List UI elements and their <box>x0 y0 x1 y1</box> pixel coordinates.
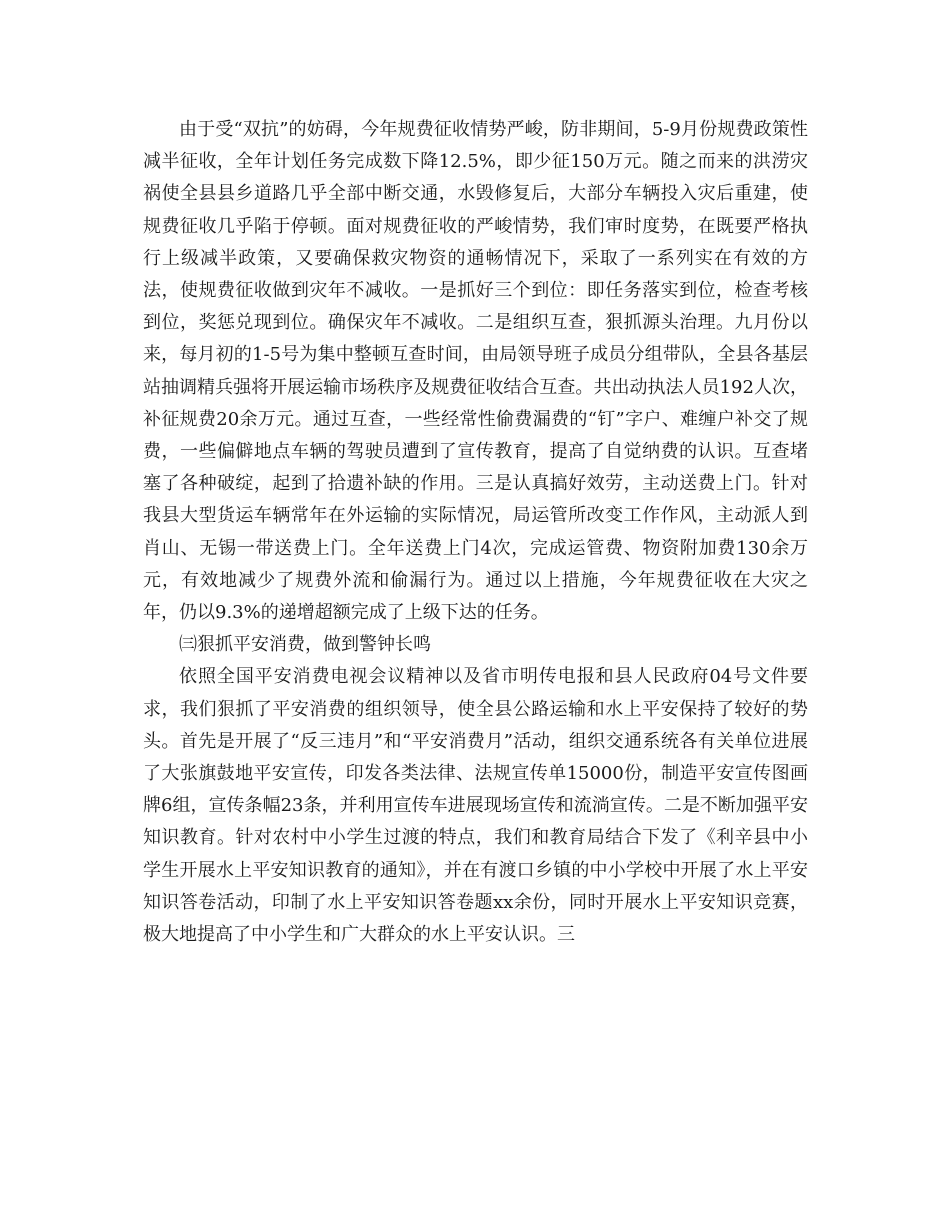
section-heading-safety: ㈢狠抓平安消费，做到警钟长鸣 <box>179 634 431 656</box>
body-paragraph-fee-collection: 由于受“双抗”的妨碍，今年规费征收情势严峻，防非期间，5-9月份规费政策性减半征收，全年计划任务完成数下降12.5%，即少征150万元。随之而来的洪涝灾祸使全县县乡道路几乎全部中断交通，水毁修复后，大部分车辆投入灾后重建，使规费征收几乎陷于停顿。面对规费征收的严峻情势，我们审时度势，在既要严格执行上级减半政策，又要确保救灾物资的通畅情况下，采取了一系列实在有效的方法，使规费征收做到灾年不减收。一是抓好三个到位：即任务落实到位，检查考核到位，奖惩兑现到位。确保灾年不减收。二是组织互查，狠抓源头治理。九月份以来，每月初的1-5号为集中整顿互查时间，由局领导班子成员分组带队，全县各基层站抽调精兵强将开展运输市场秩序及规费征收结合互查。共出动执法人员192人次，补征规费20余万元。通过互查，一些经常性偷费漏费的“钉”字户、难缠户补交了规费，一些偏僻地点车辆的驾驶员遭到了宣传教育，提高了自觉纳费的认识。互查堵塞了各种破绽，起到了拾遗补缺的作用。三是认真搞好效劳，主动送费上门。针对我县大型货运车辆常年在外运输的实际情况，局运管所改变工作作风，主动派人到肖山、无锡一带送费上门。全年送费上门4次，完成运管费、物资附加费130余万元，有效地减少了规费外流和偷漏行为。通过以上措施，今年规费征收在大灾之年，仍以9.3%的递增超额完成了上级下达的任务。 <box>143 119 808 624</box>
document-body <box>143 114 808 951</box>
body-paragraph-safety: 依照全国平安消费电视会议精神以及省市明传电报和县人民政府04号文件要求，我们狠抓了平安消费的组织领导，使全县公路运输和水上平安保持了较好的势头。首先是开展了“反三违月”和“平安消费月”活动，组织交通系统各有关单位进展了大张旗鼓地平安宣传，印发各类法律、法规宣传单15000份，制造平安宣传图画牌6组，宣传条幅23条，并利用宣传车进展现场宣传和流淌宣传。二是不断加强平安知识教育。针对农村中小学生过渡的特点，我们和教育局结合下发了《利辛县中小学生开展水上平安知识教育的通知》，并在有渡口乡镇的中小学校中开展了水上平安知识答卷活动，印制了水上平安知识答卷题xx余份，同时开展水上平安知识竞赛，极大地提高了中小学生和广大群众的水上平安认识。三 <box>143 666 808 946</box>
